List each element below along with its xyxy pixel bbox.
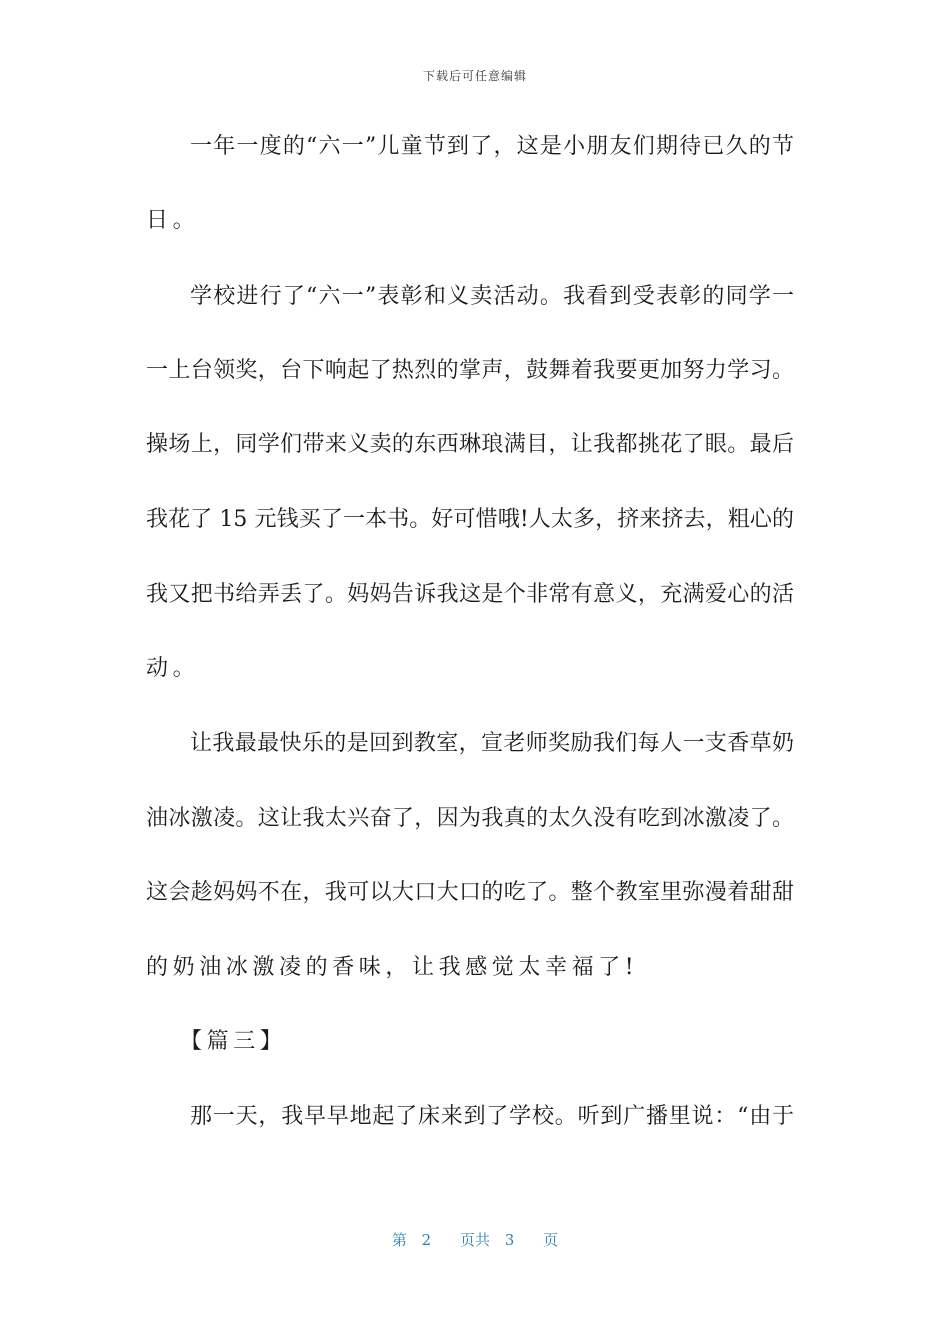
text-line: 的奶油冰激凌的香味，让我感觉太幸福了!: [146, 955, 639, 980]
section-heading: 【篇三】: [180, 1029, 287, 1054]
text-line: 操场上，同学们带来义卖的东西琳琅满目，让我都挑花了眼。最后: [146, 432, 794, 457]
text-line: 一年一度的“六一”儿童节到了，这是小朋友们期待已久的节: [190, 134, 794, 159]
text-line: 学校进行了“六一”表彰和义卖活动。我看到受表彰的同学一: [190, 284, 794, 309]
footer-current-page: 2: [421, 1231, 432, 1249]
page-footer: [0, 1229, 950, 1250]
text-line: 日。: [146, 208, 200, 233]
text-line: 让我最最快乐的是回到教室，宣老师奖励我们每人一支香草奶: [190, 731, 794, 756]
text-line: 我又把书给弄丢了。妈妈告诉我这是个非常有意义，充满爱心的活: [146, 582, 794, 607]
footer-middle: 页共: [459, 1231, 490, 1249]
footer-prefix: 第: [391, 1231, 407, 1249]
text-line: 那一天，我早早地起了床来到了学校。听到广播里说：“由于: [190, 1104, 794, 1129]
text-line: 一上台领奖，台下响起了热烈的掌声，鼓舞着我要更加努力学习。: [146, 358, 794, 383]
text-line: 这会趁妈妈不在，我可以大口大口的吃了。整个教室里弥漫着甜甜: [146, 880, 794, 905]
page-header: 下载后可任意编辑: [422, 69, 527, 83]
footer-suffix: 页: [543, 1231, 559, 1249]
text-line: 我花了 15 元钱买了一本书。好可惜哦!人太多，挤来挤去，粗心的: [146, 507, 794, 532]
text-line: 油冰激凌。这让我太兴奋了，因为我真的太久没有吃到冰激凌了。: [146, 806, 794, 831]
footer-total-pages: 3: [504, 1231, 515, 1249]
text-line: 动。: [146, 656, 200, 681]
